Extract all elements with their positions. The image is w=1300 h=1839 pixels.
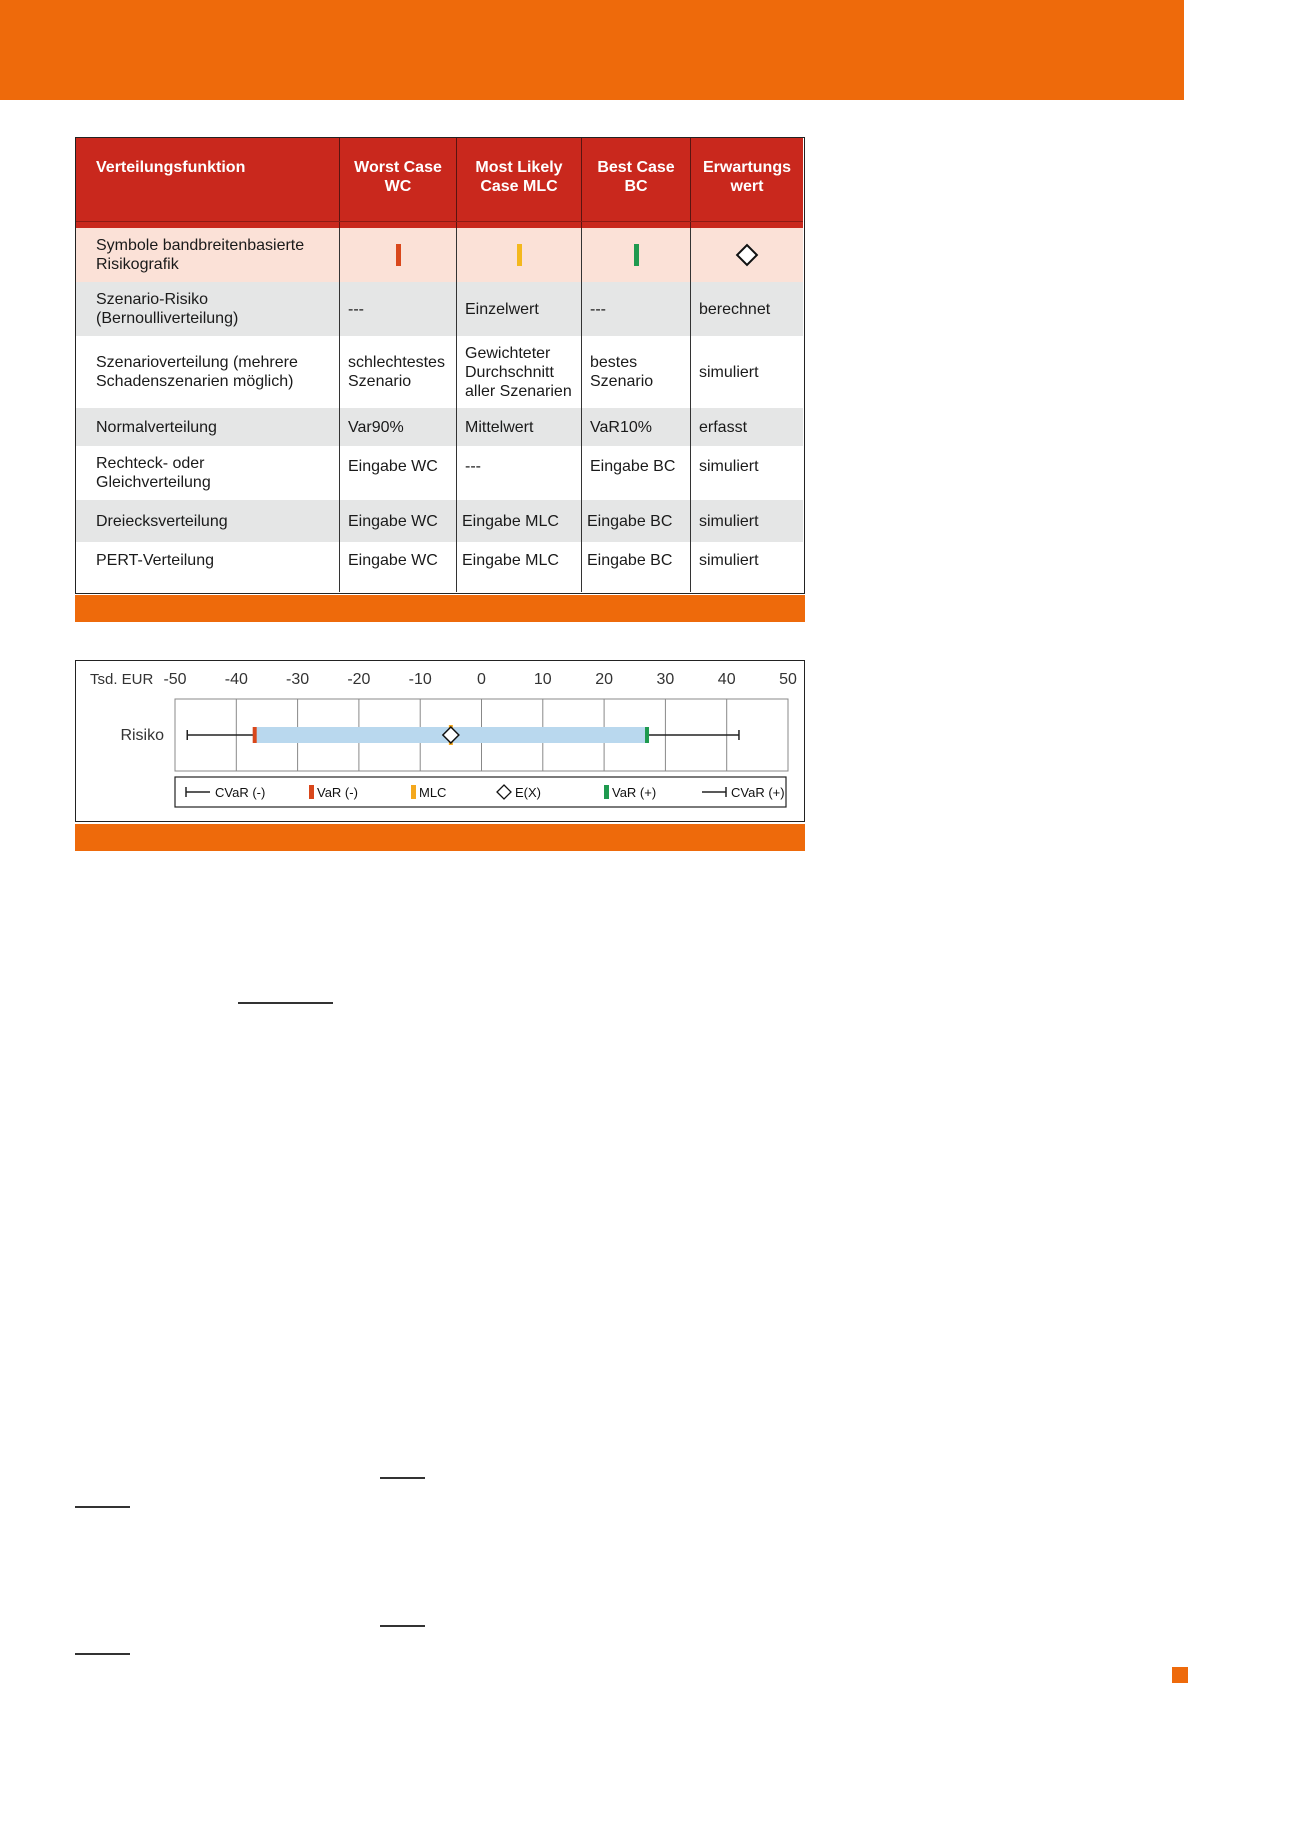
row-label — [76, 228, 339, 282]
symbol-cell — [456, 228, 581, 282]
symbol-cell — [690, 228, 803, 282]
header-best-case — [581, 138, 690, 228]
cell-bc — [581, 408, 690, 446]
header-label: Most Likely Case MLC — [475, 159, 563, 195]
row-label-text: Szenarioverteilung (mehrere Schadenszenarien möglich) — [96, 354, 298, 390]
cell-text: --- — [348, 300, 364, 318]
cell-ew — [690, 408, 803, 446]
cell-ew — [690, 336, 803, 408]
cell-mlc — [456, 282, 581, 336]
cell-bc — [581, 336, 690, 408]
legend-box — [175, 777, 786, 807]
tick-label: -10 — [408, 671, 432, 688]
row-label-text: PERT-Verteilung — [96, 552, 214, 569]
tick-label: -50 — [163, 671, 187, 688]
cell-text: --- — [590, 300, 606, 318]
legend-label: VaR (+) — [612, 785, 657, 800]
row-label-text: Rechteck- oder Gleichverteilung — [96, 455, 211, 491]
cell-wc — [339, 408, 456, 446]
row-label-text: Dreiecksverteilung — [96, 512, 228, 530]
table-row — [76, 408, 803, 446]
cell-ew — [690, 500, 803, 542]
table-row — [76, 282, 803, 336]
tick-label: 10 — [533, 671, 552, 688]
cell-text: simuliert — [699, 552, 759, 569]
row-label — [76, 446, 339, 500]
cell-text: Eingabe BC — [587, 512, 673, 530]
cell-bc — [581, 282, 690, 336]
unit-label: Tsd. EUR — [90, 671, 154, 688]
cell-text: Eingabe WC — [348, 458, 438, 475]
row-label — [76, 336, 339, 408]
cell-text: --- — [465, 458, 481, 475]
row-label — [76, 282, 339, 336]
cell-text: berechnet — [699, 300, 771, 318]
diamond-icon — [736, 244, 759, 267]
page-end-square — [1172, 1667, 1188, 1683]
cell-text: Gewichteter Durchschnitt aller Szenarien — [465, 344, 572, 400]
cell-mlc — [456, 408, 581, 446]
underline-rule — [380, 1625, 425, 1627]
row-label-text: Symbole bandbreitenbasierte Risikografik — [96, 237, 305, 273]
legend-symbol-mlc — [411, 785, 416, 799]
header-divider — [76, 221, 803, 222]
tick-label: 30 — [656, 671, 675, 688]
row-label-text: Szenario-Risiko (Bernoulliverteilung) — [96, 291, 239, 327]
cell-bc — [581, 446, 690, 500]
distribution-table — [75, 137, 805, 594]
cell-text: Eingabe MLC — [462, 552, 559, 569]
cell-text: Mittelwert — [465, 418, 534, 436]
var-plus-bar-icon — [634, 244, 639, 266]
legend-label: MLC — [419, 785, 447, 800]
cell-text: simuliert — [699, 363, 759, 381]
header-worst-case — [339, 138, 456, 228]
header-label: Erwartungs wert — [702, 159, 791, 195]
underline-rule — [380, 1477, 425, 1479]
table-header-row — [76, 138, 803, 228]
row-label — [76, 408, 339, 446]
table-footer-band — [75, 595, 805, 622]
cell-mlc — [456, 500, 581, 542]
chart-svg — [76, 661, 803, 820]
cell-ew — [690, 446, 803, 500]
table-row — [76, 336, 803, 408]
underline-rule — [238, 1002, 333, 1004]
cell-text: Eingabe WC — [348, 552, 438, 569]
legend-symbol-var-plus — [604, 785, 609, 799]
tick-label: -40 — [224, 671, 248, 688]
cell-text: schlechtestes Szenario — [348, 354, 445, 390]
row-label — [76, 542, 339, 592]
chart-footer-band — [75, 824, 805, 851]
legend-label: CVaR (-) — [215, 785, 266, 800]
cell-text: simuliert — [699, 512, 759, 530]
underline-rule — [75, 1653, 130, 1655]
tick-label: 50 — [779, 671, 797, 688]
cell-text: simuliert — [699, 458, 759, 475]
tick-label: -20 — [347, 671, 371, 688]
cell-wc — [339, 446, 456, 500]
cell-bc — [581, 500, 690, 542]
var-minus-bar-icon — [396, 244, 401, 266]
header-label: Best Case BC — [597, 159, 675, 195]
cell-text: Var90% — [348, 418, 404, 436]
symbol-cell — [581, 228, 690, 282]
cell-text: Eingabe BC — [587, 552, 673, 569]
cell-wc — [339, 336, 456, 408]
table-row — [76, 542, 803, 592]
legend-label: VaR (-) — [317, 785, 358, 800]
header-label: Verteilungsfunktion — [96, 159, 246, 176]
cell-bc — [581, 542, 690, 592]
header-erwartungswert — [690, 138, 803, 228]
table-row — [76, 500, 803, 542]
legend-symbol-var-minus — [309, 785, 314, 799]
cell-ew — [690, 542, 803, 592]
header-label: Worst Case WC — [354, 159, 442, 195]
category-label: Risiko — [120, 727, 164, 744]
table-row — [76, 228, 803, 282]
tick-label: 0 — [477, 671, 486, 688]
row-label — [76, 500, 339, 542]
cell-text: Einzelwert — [465, 300, 539, 318]
cell-mlc — [456, 446, 581, 500]
cell-mlc — [456, 336, 581, 408]
cell-text: Eingabe BC — [590, 458, 676, 475]
header-most-likely — [456, 138, 581, 228]
cell-wc — [339, 282, 456, 336]
symbol-cell — [339, 228, 456, 282]
legend-label: CVaR (+) — [731, 785, 785, 800]
header-band — [0, 0, 1184, 100]
table-row — [76, 446, 803, 500]
cell-text: Eingabe WC — [348, 512, 438, 530]
header-verteilungsfunktion — [76, 138, 339, 228]
mlc-bar-icon — [517, 244, 522, 266]
cell-ew — [690, 282, 803, 336]
cell-text: VaR10% — [590, 418, 652, 436]
tick-label: 20 — [595, 671, 613, 688]
row-label-text: Normalverteilung — [96, 418, 217, 436]
cell-wc — [339, 542, 456, 592]
var-plus-mark — [645, 727, 649, 743]
cell-mlc — [456, 542, 581, 592]
cell-text: Eingabe MLC — [462, 512, 559, 530]
cell-text: bestes Szenario — [590, 354, 654, 390]
risk-range-chart — [75, 660, 805, 822]
legend-label: E(X) — [515, 785, 541, 800]
tick-label: 40 — [717, 671, 736, 688]
var-minus-mark — [253, 727, 257, 743]
cell-wc — [339, 500, 456, 542]
underline-rule — [75, 1506, 130, 1508]
tick-label: -30 — [286, 671, 310, 688]
cell-text: erfasst — [699, 418, 748, 436]
